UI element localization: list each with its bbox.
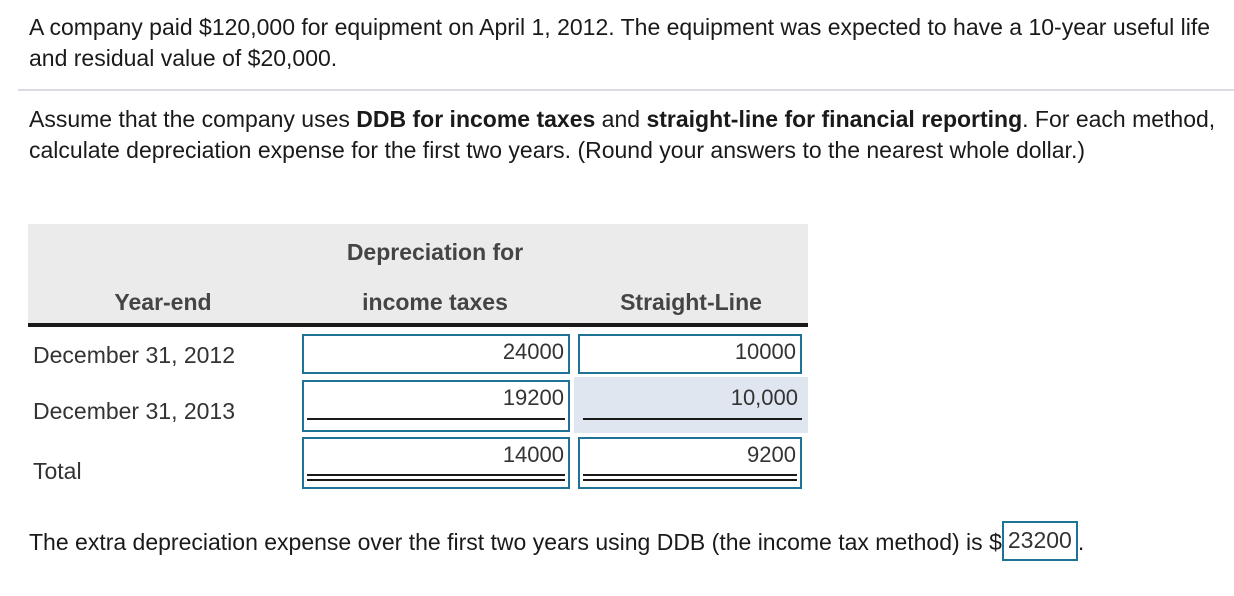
problem-intro: A company paid $120,000 for equipment on April 1, 2012. The equipment was expected to have a 10-year useful life and residual value of $20,000.	[29, 14, 1211, 71]
problem-instructions	[29, 104, 1229, 166]
straight-line-2013-underline	[583, 418, 802, 420]
extra-depreciation-input[interactable]: 23200	[1002, 521, 1078, 561]
assume-suffix: . For each method, calculate depreciation expense for the first two years. (Round your answers to the nearest whole dollar.)	[29, 106, 1216, 163]
straight-line-total-value: 9200	[747, 442, 796, 467]
straight-line-emphasis: straight-line for financial reporting	[646, 106, 1023, 132]
income-taxes-2013-input[interactable]	[302, 380, 570, 432]
conclusion-text: The extra depreciation expense over the first two years using DDB (the income tax method) is	[29, 529, 990, 556]
assume-prefix: Assume that the company uses	[29, 106, 357, 132]
and-text: and	[595, 106, 647, 132]
income-taxes-total-value: 14000	[502, 442, 564, 467]
conclusion-sentence	[29, 527, 1084, 561]
income-taxes-2013-value: 19200	[502, 385, 564, 410]
income-taxes-2012-input[interactable]	[302, 334, 570, 374]
header-depreciation-for: Depreciation for	[346, 239, 524, 265]
ddb-emphasis: DDB for income taxes	[356, 106, 596, 132]
row-label-total: Total	[33, 458, 82, 484]
straight-line-2012-value: 10000	[734, 339, 796, 364]
header-rule	[28, 323, 808, 327]
income-taxes-total-double-rule-bottom	[307, 479, 565, 481]
header-year-end: Year-end	[114, 289, 212, 315]
income-taxes-2012-value: 24000	[502, 339, 564, 364]
header-income-taxes: income taxes	[362, 289, 508, 315]
straight-line-total-double-rule-bottom	[583, 479, 797, 481]
income-taxes-total-double-rule-top	[307, 474, 565, 476]
currency-symbol: $	[989, 529, 1002, 556]
straight-line-total-double-rule-top	[583, 474, 797, 476]
straight-line-total-input[interactable]	[578, 437, 802, 489]
section-divider	[18, 89, 1234, 91]
row-label-2013: December 31, 2013	[33, 398, 236, 424]
straight-line-2013-value: 10,000	[730, 385, 798, 410]
income-taxes-2013-underline	[307, 418, 565, 420]
income-taxes-total-input[interactable]	[302, 437, 570, 489]
row-label-2012: December 31, 2012	[33, 342, 236, 368]
header-straight-line: Straight-Line	[620, 289, 762, 315]
conclusion-period: .	[1077, 529, 1085, 556]
straight-line-2012-input[interactable]	[578, 334, 802, 374]
straight-line-2013-input[interactable]	[578, 380, 802, 432]
